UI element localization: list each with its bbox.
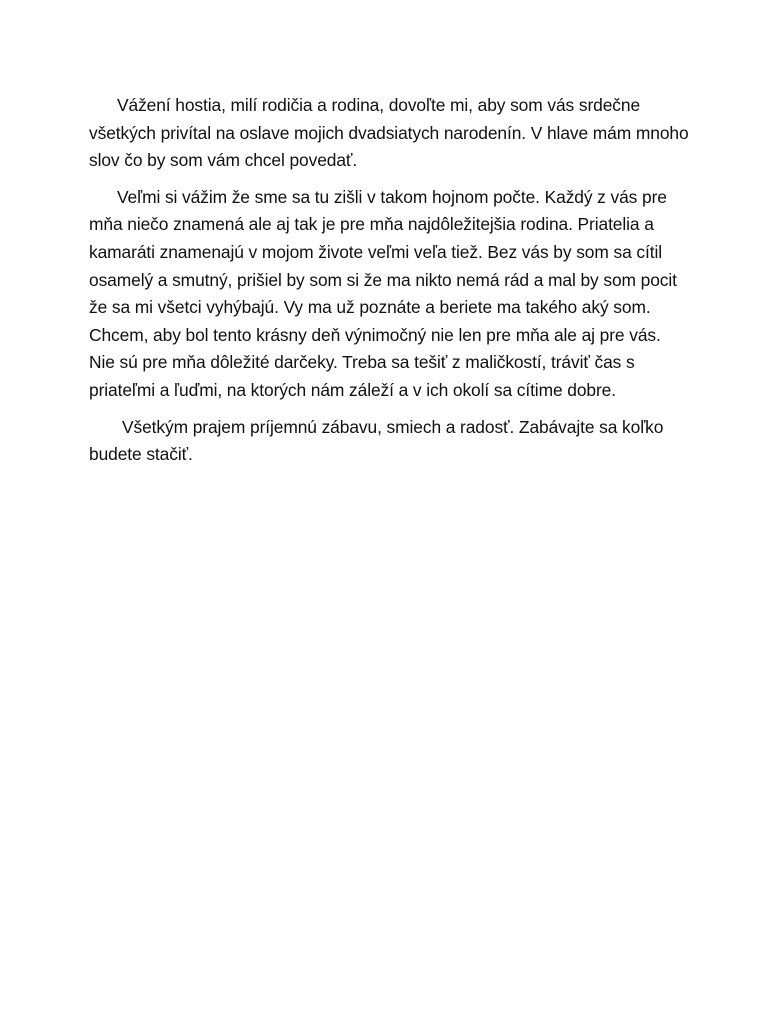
document-page	[89, 92, 691, 478]
paragraph-main: Veľmi si vážim že sme sa tu zišli v takom hojnom počte. Každý z vás pre mňa niečo znamená ale aj tak je pre mňa najdôležitejšia rodina. Priatelia a kamaráti znamenajú v mojom živote veľmi veľa tiež. Bez vás by som sa cítil osamelý a smutný, prišiel by som si že ma nikto nemá rád a mal by som pocit že sa mi všetci vyhýbajú. Vy ma už poznáte a beriete ma takého aký som. Chcem, aby bol tento krásny deň výnimočný nie len pre mňa ale aj pre vás. Nie sú pre mňa dôležité darčeky. Treba sa tešiť z maličkostí, tráviť čas s priateľmi a ľuďmi, na ktorých nám záleží a v ich okolí sa cítime dobre.	[89, 186, 677, 400]
paragraph-greeting: Vážení hostia, milí rodičia a rodina, dovoľte mi, aby som vás srdečne všetkých privítal na oslave mojich dvadsiatych narodenín. V hlave mám mnoho slov čo by som vám chcel povedať.	[89, 95, 689, 171]
paragraph-closing: Všetkým prajem príjemnú zábavu, smiech a radosť. Zabávajte sa koľko budete stačiť.	[89, 416, 664, 465]
